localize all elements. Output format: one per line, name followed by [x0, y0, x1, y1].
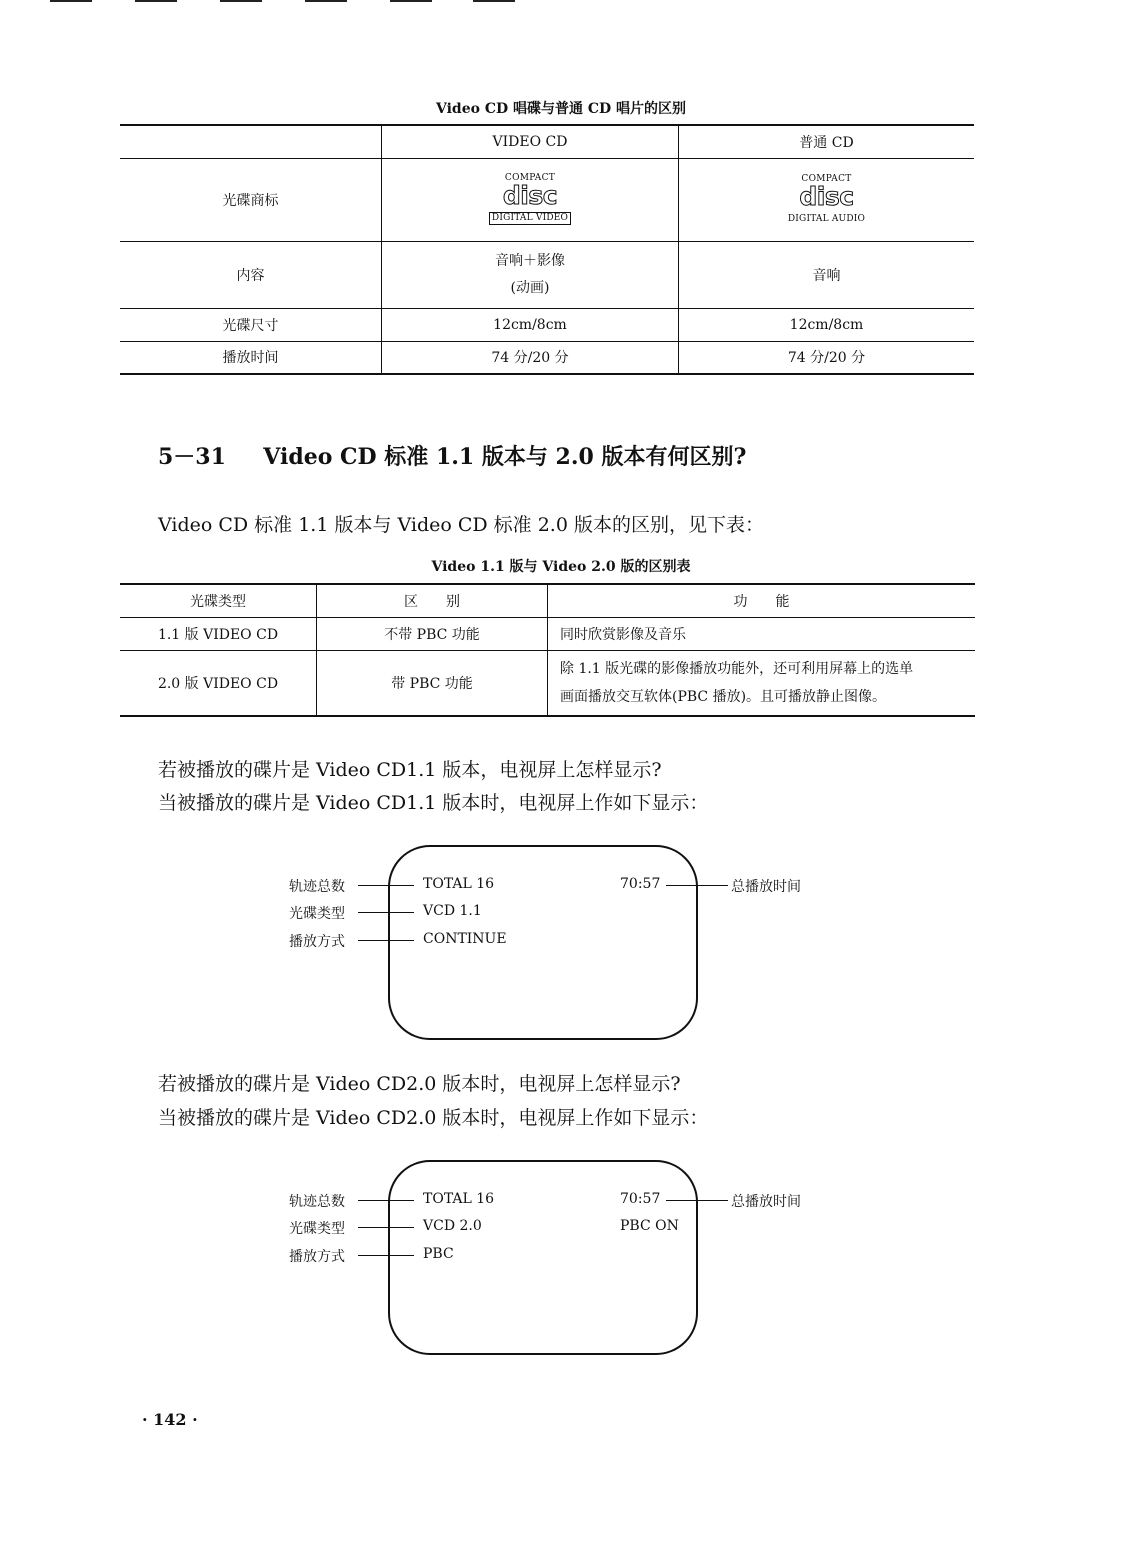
page-number: · 142 · — [142, 1410, 198, 1429]
answer-1: 当被播放的碟片是 Video CD1.1 版本时，电视屏上作如下显示： — [158, 792, 709, 814]
compact-disc-video-logo — [489, 174, 571, 225]
section-heading — [158, 440, 746, 471]
table-row — [120, 584, 975, 617]
screen-total-time: 70:57 — [620, 876, 661, 892]
content-video-line2: (动画) — [510, 279, 550, 296]
label-track-total: 轨迹总数 — [289, 1194, 345, 1210]
tv-display-diagram-2 — [0, 1160, 1122, 1380]
row-label: 光碟尺寸 — [120, 308, 382, 341]
content-video-line1: 音响＋影像 — [495, 252, 565, 269]
intro-paragraph: Video CD 标准 1.1 版本与 Video CD 标准 2.0 版本的区别，见下表： — [158, 514, 764, 536]
screen-vcd-version: VCD 2.0 — [423, 1218, 482, 1234]
table1-caption: Video CD 唱碟与普通 CD 唱片的区别 — [435, 101, 687, 117]
answer-2: 当被播放的碟片是 Video CD2.0 版本时，电视屏上作如下显示： — [158, 1107, 709, 1129]
time-video-cell: 74 分/20 分 — [382, 341, 679, 374]
row-label: 播放时间 — [120, 341, 382, 374]
table-row — [120, 650, 975, 716]
header-cell: VIDEO CD — [382, 125, 679, 158]
version-diff-table — [120, 583, 975, 717]
label-play-mode: 播放方式 — [289, 934, 345, 950]
screen-play-mode: PBC — [423, 1246, 454, 1262]
leader-line — [358, 885, 414, 886]
header-cell: 普通 CD — [679, 125, 975, 158]
screen-total-tracks: TOTAL 16 — [423, 1191, 495, 1207]
table-row — [120, 158, 974, 241]
logo-cell-audio — [679, 158, 975, 241]
row-label: 光碟商标 — [120, 158, 382, 241]
disc-type-cell: 1.1 版 VIDEO CD — [120, 617, 317, 650]
table-row — [120, 617, 975, 650]
size-video-cell: 12cm/8cm — [382, 308, 679, 341]
logo-sub-text: DIGITAL VIDEO — [489, 212, 571, 225]
logo-compact-text: COMPACT — [801, 173, 852, 184]
table-row — [120, 241, 974, 308]
label-total-play-time: 总播放时间 — [731, 1194, 801, 1210]
function-line1: 除 1.1 版光碟的影像播放功能外，还可利用屏幕上的选单 — [560, 660, 914, 677]
screen-vcd-version: VCD 1.1 — [423, 903, 482, 919]
table-row — [120, 308, 974, 341]
vcd-vs-cd-table — [120, 124, 974, 375]
leader-line — [358, 912, 414, 913]
leader-line — [358, 1255, 414, 1256]
logo-compact-text: COMPACT — [504, 173, 556, 183]
function-cell: 同时欣赏影像及音乐 — [548, 617, 976, 650]
label-disc-type: 光碟类型 — [289, 906, 345, 922]
logo-cell-video — [382, 158, 679, 241]
tv-display-diagram-1 — [0, 845, 1122, 1065]
header-cell: 功 能 — [548, 584, 976, 617]
header-cell — [120, 125, 382, 158]
question-1: 若被播放的碟片是 Video CD1.1 版本，电视屏上怎样显示? — [158, 759, 662, 781]
content-audio-cell: 音响 — [679, 241, 975, 308]
screen-pbc-status: PBC ON — [620, 1218, 679, 1234]
row-label: 内容 — [120, 241, 382, 308]
question-2: 若被播放的碟片是 Video CD2.0 版本时，电视屏上怎样显示? — [158, 1073, 681, 1095]
leader-line — [358, 1227, 414, 1228]
function-line2: 画面播放交互软体(PBC 播放)。且可播放静止图像。 — [560, 688, 887, 705]
disc-type-cell: 2.0 版 VIDEO CD — [120, 650, 317, 716]
leader-line — [358, 940, 414, 941]
size-audio-cell: 12cm/8cm — [679, 308, 975, 341]
difference-cell: 不带 PBC 功能 — [317, 617, 548, 650]
top-border-dashes — [50, 0, 520, 4]
function-cell — [548, 650, 976, 716]
label-track-total: 轨迹总数 — [289, 879, 345, 895]
content-video-cell — [382, 241, 679, 308]
label-disc-type: 光碟类型 — [289, 1221, 345, 1237]
header-cell: 光碟类型 — [190, 593, 246, 610]
table-row — [120, 341, 974, 374]
logo-sub-text: DIGITAL AUDIO — [787, 213, 866, 224]
screen-play-mode: CONTINUE — [423, 931, 507, 947]
screen-total-tracks: TOTAL 16 — [423, 876, 495, 892]
table-row — [120, 125, 974, 158]
table2-caption: Video 1.1 版与 Video 2.0 版的区别表 — [431, 559, 691, 575]
header-cell: 区 别 — [317, 584, 548, 617]
leader-line — [666, 1200, 728, 1201]
time-audio-cell: 74 分/20 分 — [679, 341, 975, 374]
leader-line — [666, 885, 728, 886]
section-number: 5－31 — [158, 444, 226, 470]
label-total-play-time: 总播放时间 — [731, 879, 801, 895]
screen-total-time: 70:57 — [620, 1191, 661, 1207]
logo-disc-text: disc — [502, 181, 558, 210]
difference-cell: 带 PBC 功能 — [317, 650, 548, 716]
compact-disc-audio-logo — [788, 175, 865, 224]
section-title: Video CD 标准 1.1 版本与 2.0 版本有何区别? — [263, 444, 747, 470]
label-play-mode: 播放方式 — [289, 1249, 345, 1265]
logo-disc-text: disc — [799, 181, 854, 211]
leader-line — [358, 1200, 414, 1201]
